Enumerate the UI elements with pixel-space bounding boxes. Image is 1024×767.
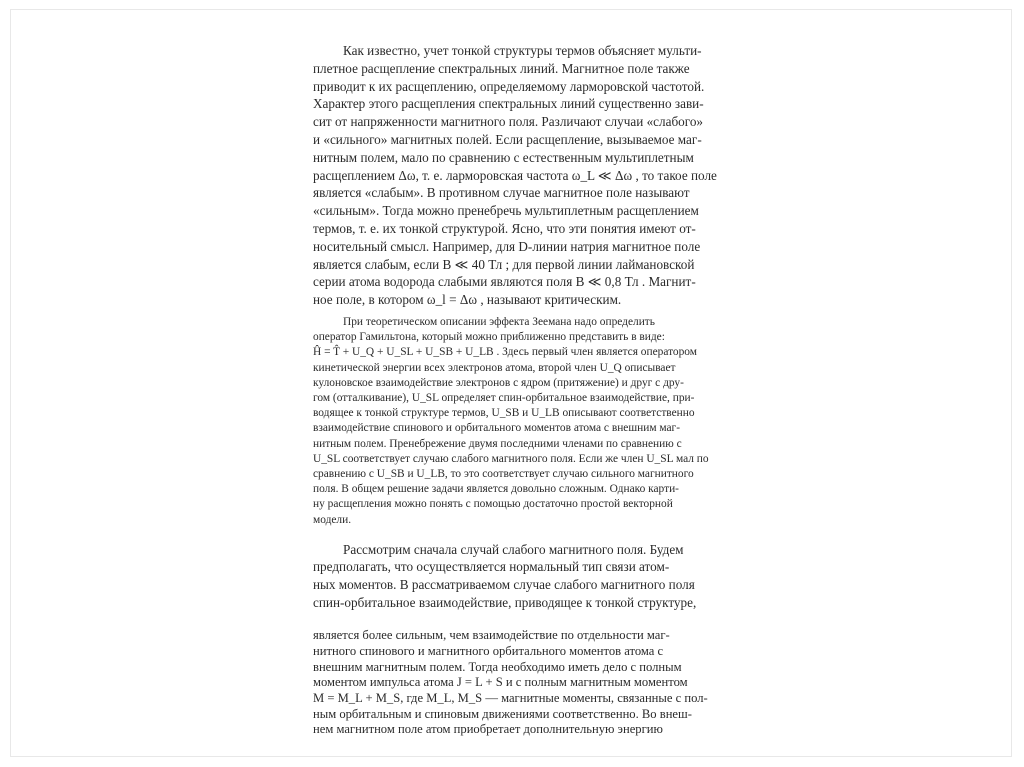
text-line: взаимодействие спинового и орбитального моментов атома с внешним маг- xyxy=(313,422,681,435)
text-line: «сильным». Тогда можно пренебречь мультиплетным расщеплением xyxy=(313,203,699,219)
text-line: модели. xyxy=(313,513,352,526)
text-line: нитным полем, мало по сравнению с естественным мультиплетным xyxy=(313,149,694,165)
text-line: оператор Гамильтона, который можно приближенно представить в виде: xyxy=(313,331,665,344)
text-line: является более сильным, чем взаимодействие по отдельности маг- xyxy=(313,628,670,643)
text-line: плетное расщепление спектральных линий. Магнитное поле также xyxy=(313,60,690,76)
text-line: нем магнитном поле атом приобретает дополнительную энергию xyxy=(313,722,663,737)
text-line: моментом импульса атома J = L + S и с полным магнитным моментом xyxy=(313,675,688,690)
text-line: гом (отталкивание), U_SL определяет спин-орбитальное взаимодействие, при- xyxy=(313,391,695,404)
text-line: нитного спинового и магнитного орбитального моментов атома с xyxy=(313,643,664,658)
text-line: нитным полем. Пренебрежение двумя последними членами по сравнению с xyxy=(313,437,682,450)
text-line: сит от напряженности магнитного поля. Различают случаи «слабого» xyxy=(313,114,704,130)
text-line: предполагать, что осуществляется нормальный тип связи атом- xyxy=(313,559,670,575)
text-line: термов, т. е. их тонкой структурой. Ясно, что эти понятия имеют от- xyxy=(313,220,696,236)
paragraph-weak-field-case xyxy=(313,541,740,611)
text-line: приводит к их расщеплению, определяемому ларморовской частотой. xyxy=(313,78,705,94)
paragraph-total-moments xyxy=(313,628,740,738)
text-line: водящее к тонкой структуре термов, U_SB и U_LB описывают соответственно xyxy=(313,407,695,420)
text-line: ных моментов. В рассматриваемом случае слабого магнитного поля xyxy=(313,576,695,592)
text-line: ну расщепления можно понять с помощью достаточно простой векторной xyxy=(313,498,673,511)
text-line: внешним магнитным полем. Тогда необходимо иметь дело с полным xyxy=(313,659,682,674)
text-line: является слабым, если B ≪ 40 Тл ; для первой линии лаймановской xyxy=(313,256,695,272)
text-line: кулоновское взаимодействие электронов с ядром (притяжение) и друг с дру- xyxy=(313,376,684,389)
text-line: Характер этого расщепления спектральных линий существенно зави- xyxy=(313,96,704,112)
text-line: серии атома водорода слабыми являются поля B ≪ 0,8 Тл . Магнит- xyxy=(313,274,696,290)
text-line: ным орбитальным и спиновым движениями соответственно. Во внеш- xyxy=(313,706,692,721)
text-line: M = M_L + M_S, где M_L, M_S — магнитные моменты, связанные с пол- xyxy=(313,690,708,705)
document-page xyxy=(313,42,740,738)
text-line: При теоретическом описании эффекта Зеемана надо определить xyxy=(343,315,655,328)
text-line: и «сильного» магнитных полей. Если расщепление, вызываемое маг- xyxy=(313,131,702,147)
text-line: U_SL соответствует случаю слабого магнитного поля. Если же член U_SL мал по xyxy=(313,452,709,465)
text-line: ное поле, в котором ω_l = Δω , называют критическим. xyxy=(313,292,622,308)
text-line: сравнению с U_SB и U_LB, то это соответствует случаю сильного магнитного xyxy=(313,467,694,480)
text-line: Рассмотрим сначала случай слабого магнитного поля. Будем xyxy=(343,541,684,557)
text-line: расщеплением Δω, т. е. ларморовская частота ω_L ≪ Δω , то такое поле xyxy=(313,167,717,183)
paragraph-weak-strong-fields xyxy=(313,42,740,309)
text-line: является «слабым». В противном случае магнитное поле называют xyxy=(313,185,690,201)
text-line: кинетической энергии всех электронов атома, второй член U_Q описывает xyxy=(313,361,676,374)
text-line: Как известно, учет тонкой структуры термов объясняет мульти- xyxy=(343,43,702,58)
paragraph-hamiltonian xyxy=(313,315,740,528)
text-line: носительный смысл. Например, для D-линии натрия магнитное поле xyxy=(313,238,701,254)
hamiltonian-formula-line: Ĥ = T̂ + U_Q + U_SL + U_SB + U_LB . Здесь первый член является оператором xyxy=(313,346,697,359)
text-line: спин-орбитальное взаимодействие, приводящее к тонкой структуре, xyxy=(313,594,697,610)
text-line: поля. В общем решение задачи является довольно сложным. Однако карти- xyxy=(313,483,679,496)
